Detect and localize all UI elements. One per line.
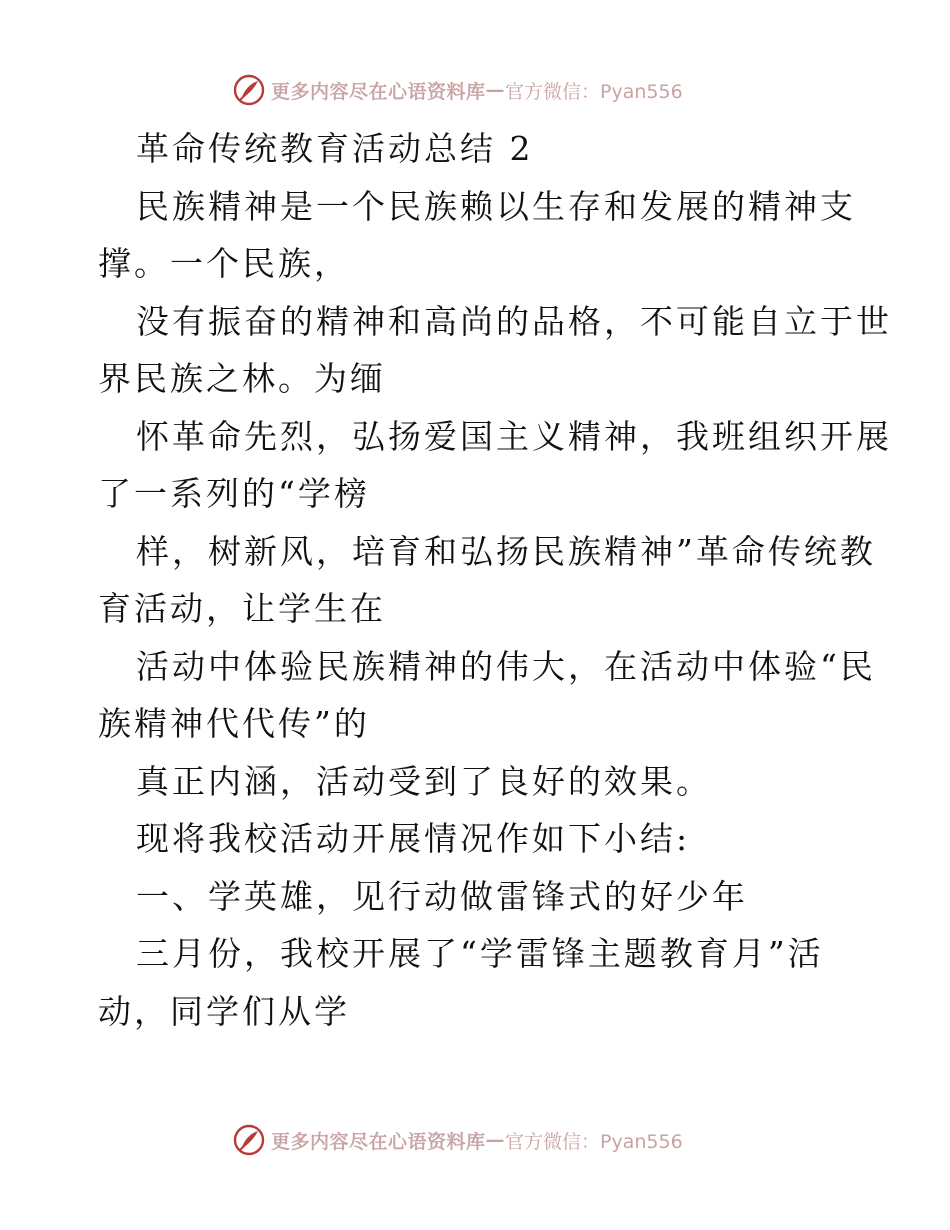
section-heading: 一、学英雄，见行动做雷锋式的好少年 bbox=[136, 876, 748, 916]
paragraph-line: 撑。一个民族， bbox=[98, 244, 350, 283]
paragraph-line: 育活动，让学生在 bbox=[98, 589, 386, 628]
header-watermark bbox=[233, 72, 683, 108]
paragraph-line: 民族精神是一个民族赖以生存和发展的精神支 bbox=[136, 186, 856, 226]
paragraph-line: 没有振奋的精神和高尚的品格，不可能自立于世 bbox=[136, 301, 892, 341]
watermark-site-text: 更多内容尽在心语资料库 bbox=[271, 1130, 486, 1153]
quill-pen-logo-icon bbox=[233, 74, 265, 106]
watermark-dash: — bbox=[485, 79, 506, 101]
watermark-dash: — bbox=[485, 1129, 506, 1151]
watermark-wechat-text: 官方微信：Pyan556 bbox=[505, 1130, 683, 1153]
paragraph-line: 界民族之林。为缅 bbox=[98, 359, 386, 398]
paragraph-line: 族精神代代传”的 bbox=[98, 704, 370, 743]
paragraph-line: 怀革命先烈，弘扬爱国主义精神，我班组织开展 bbox=[136, 416, 892, 456]
paragraph-line: 了一系列的“学榜 bbox=[98, 474, 370, 513]
paragraph-line: 三月份，我校开展了“学雷锋主题教育月”活 bbox=[136, 934, 824, 973]
paragraph-line: 现将我校活动开展情况作如下小结: bbox=[136, 819, 691, 858]
paragraph-line: 动，同学们从学 bbox=[98, 991, 350, 1031]
watermark-site-text: 更多内容尽在心语资料库 bbox=[271, 80, 486, 103]
quill-pen-logo-icon bbox=[233, 1124, 265, 1156]
document-body bbox=[98, 120, 892, 1040]
paragraph-line: 样，树新风，培育和弘扬民族精神”革命传统教 bbox=[136, 531, 876, 571]
footer-watermark bbox=[233, 1122, 683, 1158]
watermark-wechat-text: 官方微信：Pyan556 bbox=[505, 80, 683, 103]
paragraph-line: 真正内涵，活动受到了良好的效果。 bbox=[136, 761, 712, 801]
document-title: 革命传统教育活动总结 2 bbox=[136, 129, 534, 168]
paragraph-line: 活动中体验民族精神的伟大，在活动中体验“民 bbox=[136, 646, 876, 686]
